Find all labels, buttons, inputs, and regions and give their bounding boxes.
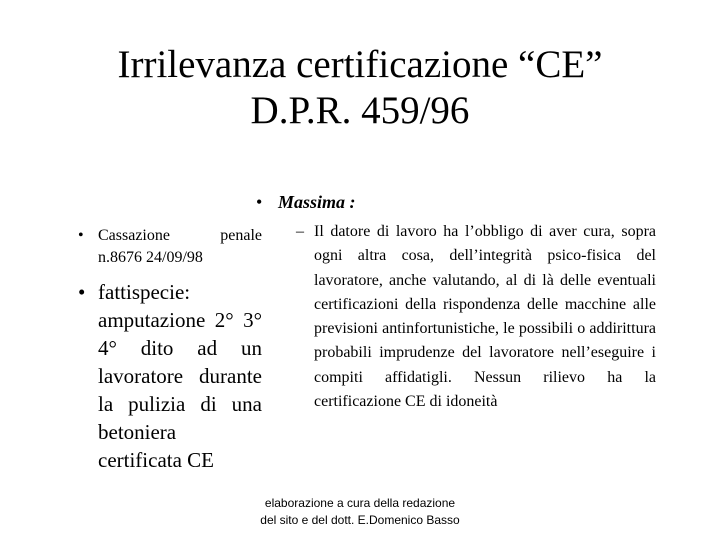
left-bullet-cassazione <box>78 225 262 269</box>
bullet-dot-icon: • <box>78 280 86 304</box>
massima-body-text: Il datore di lavoro ha l’obbligo di aver cura, sopra ogni altra cosa, dell’integrità psico-fisica del lavoratore, anche valutando, al di là delle eventuali certificazioni della rispondenza delle macchine alle previsioni antinfortunistiche, le possibili o addirittura probabili imprudenze del lavoratore nell’eseguire i compiti affidatigli. Nessun rilievo ha la certificazione CE di idoneità <box>314 223 656 411</box>
left-bullet-fattispecie <box>78 278 262 474</box>
bullet-dot-icon: • <box>256 192 263 212</box>
fattispecie-text: fattispecie: amputazione 2° 3° 4° dito ad un lavoratore durante la pulizia di una betoniera certificata CE <box>98 280 262 472</box>
massima-sub-bullet <box>296 220 656 414</box>
footer-credit-line-1: elaborazione a cura della redazione <box>264 496 456 510</box>
dash-bullet-icon: – <box>296 223 304 240</box>
massima-heading: Massima : <box>278 192 356 212</box>
footer-credit-line-2: del sito e del dott. E.Domenico Basso <box>260 513 460 527</box>
slide-title-line-2: D.P.R. 459/96 <box>250 89 470 132</box>
slide-title-line-1: Irrilevanza certificazione “CE” <box>117 43 603 86</box>
cassazione-reference-text: Cassazione penale n.8676 24/09/98 <box>98 227 262 266</box>
footer-credit <box>210 495 510 529</box>
bullet-dot-icon: • <box>78 227 84 244</box>
right-bullet-massima <box>256 190 456 214</box>
slide-title <box>0 42 720 134</box>
